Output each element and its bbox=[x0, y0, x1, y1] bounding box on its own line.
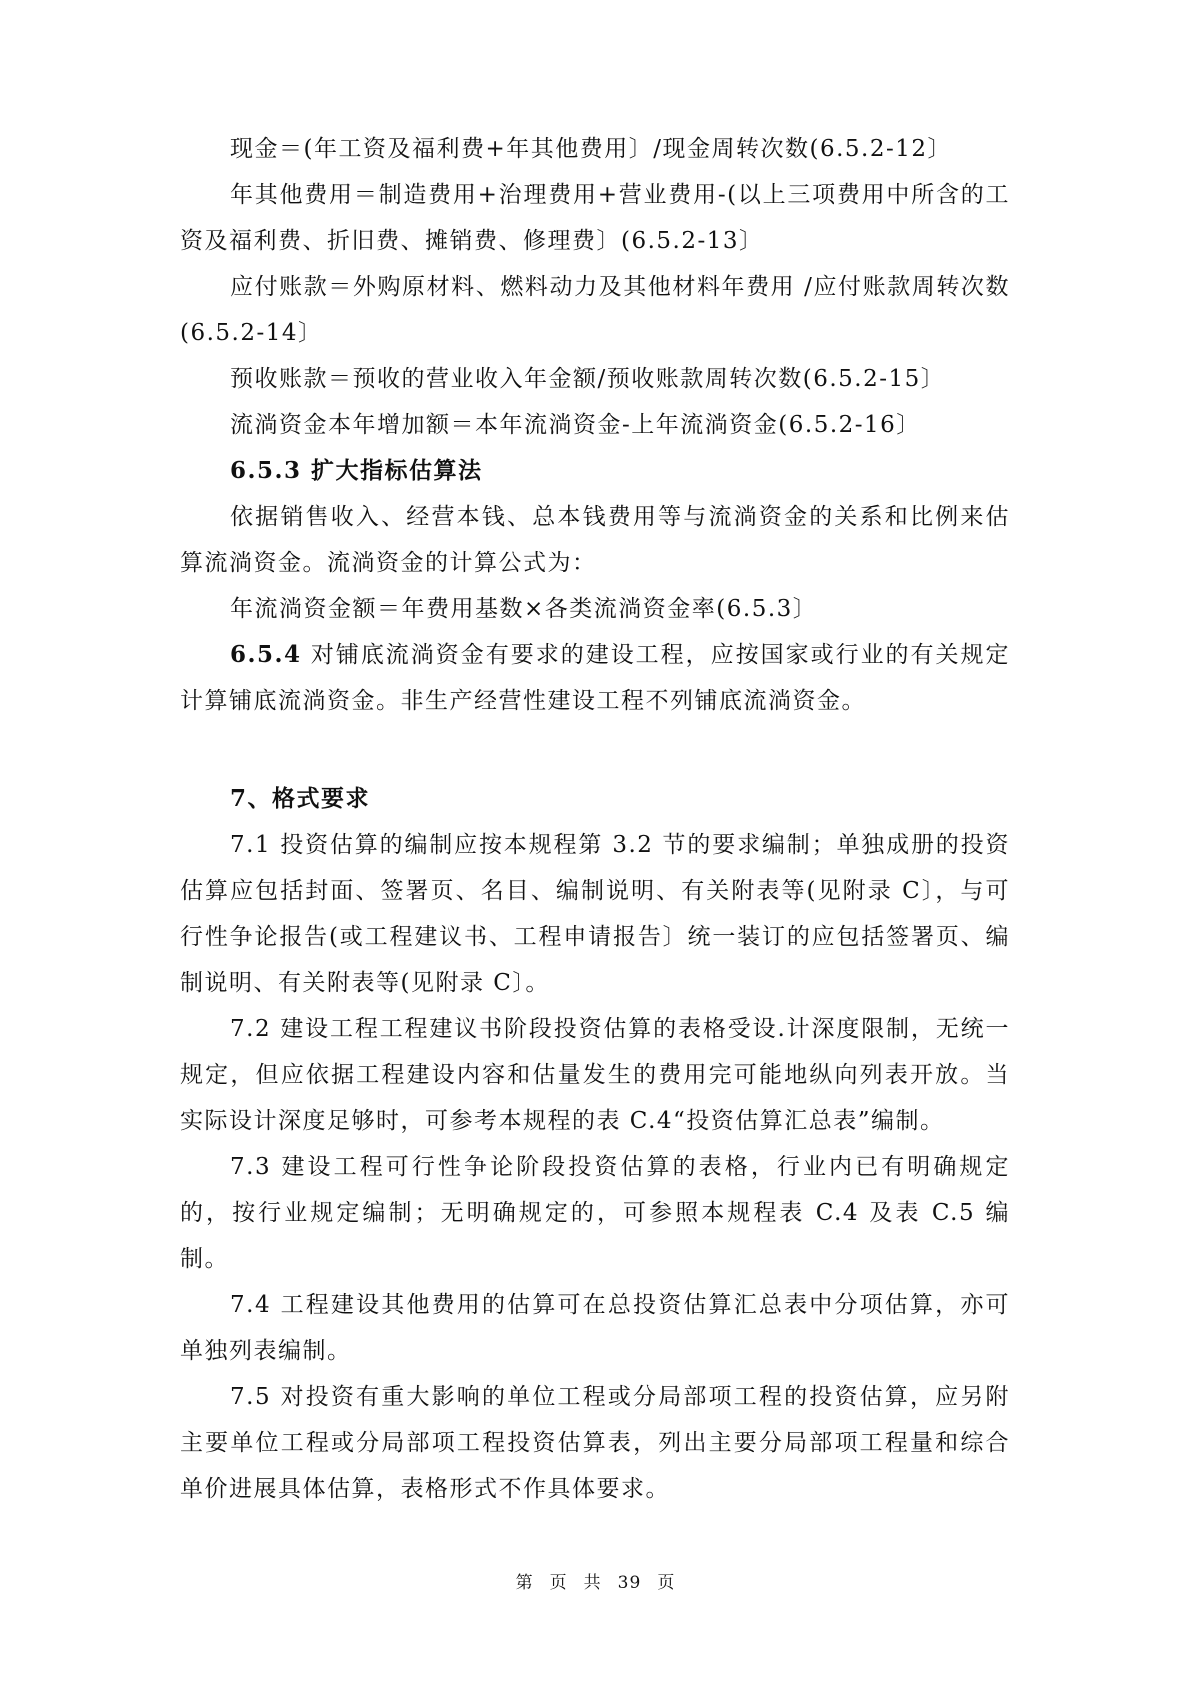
paragraph-6-5-4 bbox=[180, 632, 1010, 724]
clause-7-5: 7.5 对投资有重大影响的单位工程或分局部项工程的投资估算，应另附主要单位工程或分局部项工程投资估算表，列出主要分局部项工程量和综合单价进展具体估算，表格形式不作具体要求。 bbox=[180, 1384, 1010, 1502]
clause-text-6-5-4: 对铺底流淌资金有要求的建设工程，应按国家或行业的有关规定计算铺底流淌资金。非生产经营性建设工程不列铺底流淌资金。 bbox=[180, 642, 1011, 714]
formula-6-5-3: 年流淌资金额＝年费用基数×各类流淌资金率(6.5.3〕 bbox=[230, 596, 818, 622]
clause-7-4: 7.4 工程建设其他费用的估算可在总投资估算汇总表中分项估算，亦可单独列表编制。 bbox=[180, 1292, 1010, 1364]
document-body bbox=[180, 126, 1010, 1512]
formula-6-5-2-16: 流淌资金本年增加额＝本年流淌资金-上年流淌资金(6.5.2-16〕 bbox=[230, 412, 921, 438]
clause-7-2: 7.2 建设工程工程建议书阶段投资估算的表格受设.计深度限制，无统一规定，但应依据工程建设内容和估量发生的费用完可能地纵向列表开放。当实际设计深度足够时，可参考本规程的表 C.4“投资估算汇总表”编制。 bbox=[180, 1016, 1010, 1134]
footer-ye: 页 bbox=[549, 1573, 568, 1593]
footer-ye2: 页 bbox=[657, 1573, 676, 1593]
formula-6-5-2-14: 应付账款＝外购原材料、燃料动力及其他材料年费用 /应付账款周转次数(6.5.2-14〕 bbox=[180, 274, 1010, 346]
clause-number-6-5-4: 6.5.4 bbox=[230, 641, 302, 668]
clause-7-3: 7.3 建设工程可行性争论阶段投资估算的表格，行业内已有明确规定的，按行业规定编制；无明确规定的，可参照本规程表 C.4 及表 C.5 编制。 bbox=[180, 1154, 1010, 1272]
clause-7-1: 7.1 投资估算的编制应按本规程第 3.2 节的要求编制；单独成册的投资估算应包括封面、签署页、名目、编制说明、有关附表等(见附录 C〕，与可行性争论报告(或工程建议书、工程申请报告〕统一装订的应包括签署页、编制说明、有关附表等(见附录 C〕。 bbox=[180, 832, 1010, 996]
section-7-title: 7、格式要求 bbox=[230, 785, 371, 812]
formula-6-5-2-12: 现金＝(年工资及福利费+年其他费用〕/现金周转次数(6.5.2-12〕 bbox=[230, 136, 953, 162]
heading-6-5-3: 6.5.3 扩大指标估算法 bbox=[230, 457, 483, 484]
footer-di: 第 bbox=[515, 1573, 534, 1593]
formula-6-5-2-13: 年其他费用＝制造费用+治理费用+营业费用-(以上三项费用中所含的工资及福利费、折旧费、摊销费、修理费〕(6.5.2-13〕 bbox=[180, 182, 1010, 254]
footer-total-pages: 39 bbox=[617, 1573, 642, 1593]
footer-gong: 共 bbox=[583, 1573, 602, 1593]
page-footer bbox=[0, 1568, 1191, 1593]
paragraph-6-5-3: 依据销售收入、经营本钱、总本钱费用等与流淌资金的关系和比例来估算流淌资金。流淌资金的计算公式为： bbox=[180, 504, 1010, 576]
formula-6-5-2-15: 预收账款＝预收的营业收入年金额/预收账款周转次数(6.5.2-15〕 bbox=[230, 366, 946, 392]
